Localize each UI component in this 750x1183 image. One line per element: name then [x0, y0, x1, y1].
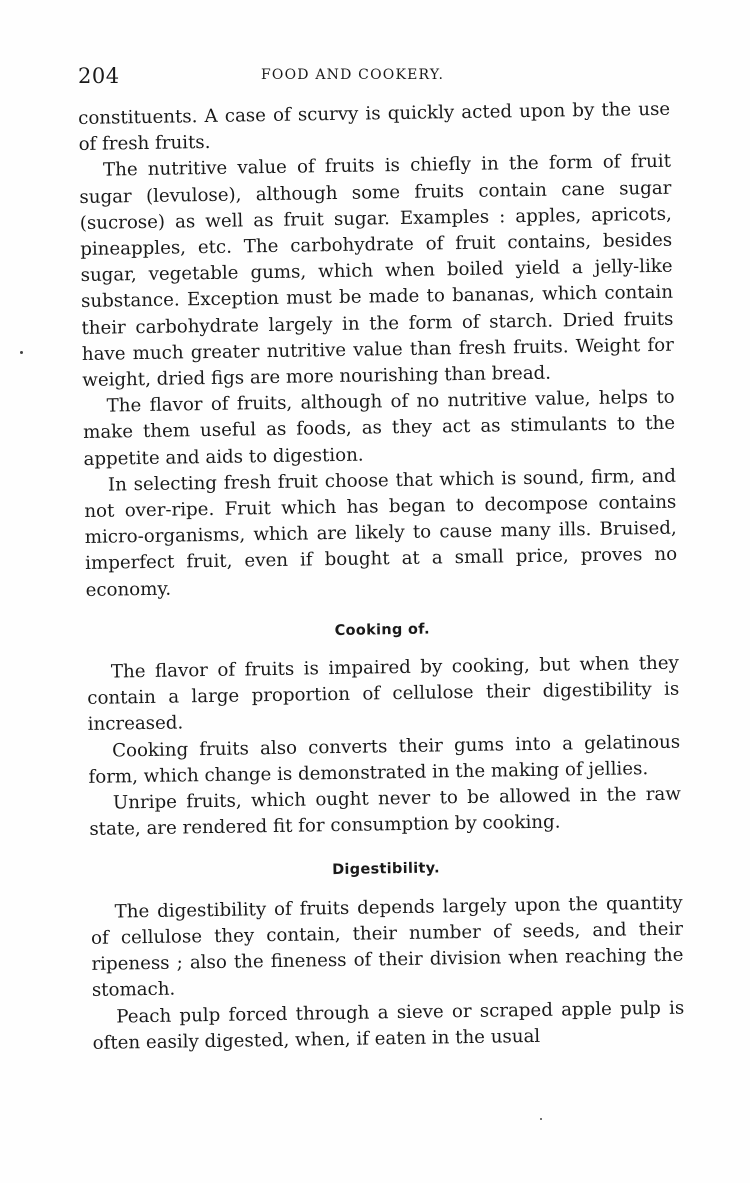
page-header	[78, 64, 674, 94]
paragraph: Peach pulp forced through a sieve or scraped apple pulp is often easily digested, when, if eaten in the usual	[92, 997, 685, 1054]
section-heading-digestibility: Digestibility.	[332, 860, 441, 879]
body-text	[78, 97, 685, 1057]
section-heading-cooking: Cooking of.	[334, 621, 430, 639]
paragraph: constituents. A case of scurvy is quickly acted upon by the use of fresh fruits.	[78, 98, 671, 156]
paragraph: In selecting fresh fruit choose that which is sound, firm, and not over-ripe. Fruit which has began to decompose contains micro-organisms, which are likely to cause many ills. Bruised, imperfect fruit, even if bought at a small price, proves no economy.	[84, 465, 678, 601]
paragraph: The nutritive value of fruits is chiefly in the form of fruit sugar (levulose), although some fruits contain cane sugar (sucrose) as well as fruit sugar. Examples : apples, apricots, pineapples, etc. The carbohydrate of fruit contains, besides sugar, vegetable gums, which when boiled yield a jelly-like substance. Exception must be made to bananas, which contain their carbohydrate largely in the form of starch. Dried fruits have much greater nutritive value than fresh fruits. Weight for weight, dried figs are more nourishing than bread.	[79, 151, 674, 391]
scan-speck	[20, 351, 23, 354]
running-head: FOOD AND COOKERY.	[261, 67, 445, 83]
paragraph: Unripe fruits, which ought never to be allowed in the raw state, are rendered fit for consumption by cooking.	[89, 783, 682, 841]
scan-speck	[540, 1118, 542, 1120]
paragraph: The flavor of fruits, although of no nutritive value, helps to make them useful as foods, as they act as stimulants to the appetite and aids to digestion.	[82, 386, 676, 470]
page-number: 204	[78, 64, 120, 88]
paragraph: Cooking fruits also converts their gums into a gelatinous form, which change is demonstrated in the making of jellies.	[88, 731, 681, 788]
paragraph: The flavor of fruits is impaired by cooking, but when they contain a large proportion of cellulose their digestibility is increased.	[87, 652, 680, 736]
paragraph: The digestibility of fruits depends largely upon the quantity of cellulose they contain, their number of seeds, and their ripeness ; also the fineness of their division when reaching the stomach.	[90, 892, 684, 1002]
